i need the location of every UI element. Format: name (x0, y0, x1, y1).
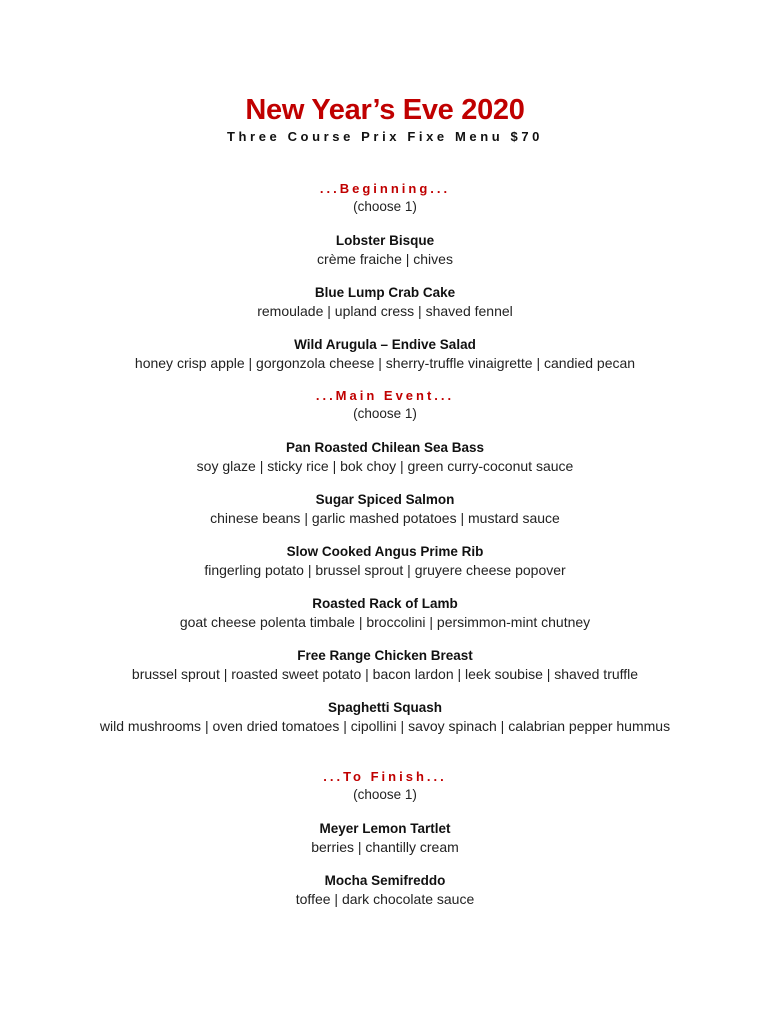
section-heading: ...Beginning... (319, 181, 451, 196)
menu-item-description: wild mushrooms | oven dried tomatoes | cipollini | savoy spinach | calabrian pepper hummus (99, 718, 671, 734)
menu-item-name: Mocha Semifreddo (324, 873, 446, 888)
menu-item (0, 595, 770, 631)
menu-item (0, 647, 770, 683)
menu-item (0, 820, 770, 856)
menu-item-name: Meyer Lemon Tartlet (319, 821, 451, 836)
menu-item-description: berries | chantilly cream (311, 839, 459, 855)
section-choose-note: (choose 1) (353, 199, 417, 214)
menu-item (0, 491, 770, 527)
section-main-event (0, 387, 770, 735)
menu-item (0, 439, 770, 475)
section-choose-note: (choose 1) (353, 787, 417, 802)
menu-item-name: Pan Roasted Chilean Sea Bass (285, 440, 485, 455)
menu-item-description: toffee | dark chocolate sauce (295, 891, 475, 907)
menu-item (0, 284, 770, 320)
page-subtitle: Three Course Prix Fixe Menu $70 (226, 129, 544, 144)
section-to-finish (0, 768, 770, 908)
menu-item-name: Spaghetti Squash (327, 700, 442, 715)
menu-item-description: soy glaze | sticky rice | bok choy | green curry-coconut sauce (196, 458, 574, 474)
section-heading: ...To Finish... (323, 769, 447, 784)
menu-item-name: Wild Arugula – Endive Salad (294, 337, 476, 352)
menu-item-name: Roasted Rack of Lamb (312, 596, 458, 611)
menu-item (0, 543, 770, 579)
menu-item (0, 699, 770, 735)
menu-item-name: Blue Lump Crab Cake (314, 285, 456, 300)
menu-item (0, 336, 770, 372)
menu-item-name: Free Range Chicken Breast (297, 648, 473, 663)
menu-item-name: Lobster Bisque (335, 233, 435, 248)
menu-item-name: Sugar Spiced Salmon (315, 492, 455, 507)
section-beginning (0, 180, 770, 372)
menu-item (0, 872, 770, 908)
menu-item-name: Slow Cooked Angus Prime Rib (286, 544, 484, 559)
section-choose-note: (choose 1) (353, 406, 417, 421)
page-title: New Year’s Eve 2020 (245, 94, 525, 126)
menu-item (0, 232, 770, 268)
menu-item-description: brussel sprout | roasted sweet potato | bacon lardon | leek soubise | shaved truffle (131, 666, 639, 682)
menu-item-description: fingerling potato | brussel sprout | gruyere cheese popover (204, 562, 566, 578)
menu-item-description: crème fraiche | chives (317, 251, 453, 267)
section-heading: ...Main Event... (315, 388, 455, 403)
menu-item-description: remoulade | upland cress | shaved fennel (257, 303, 513, 319)
menu-item-description: honey crisp apple | gorgonzola cheese | sherry-truffle vinaigrette | candied pecan (134, 355, 636, 371)
menu-item-description: goat cheese polenta timbale | broccolini | persimmon-mint chutney (179, 614, 591, 630)
menu-item-description: chinese beans | garlic mashed potatoes | mustard sauce (210, 510, 560, 526)
